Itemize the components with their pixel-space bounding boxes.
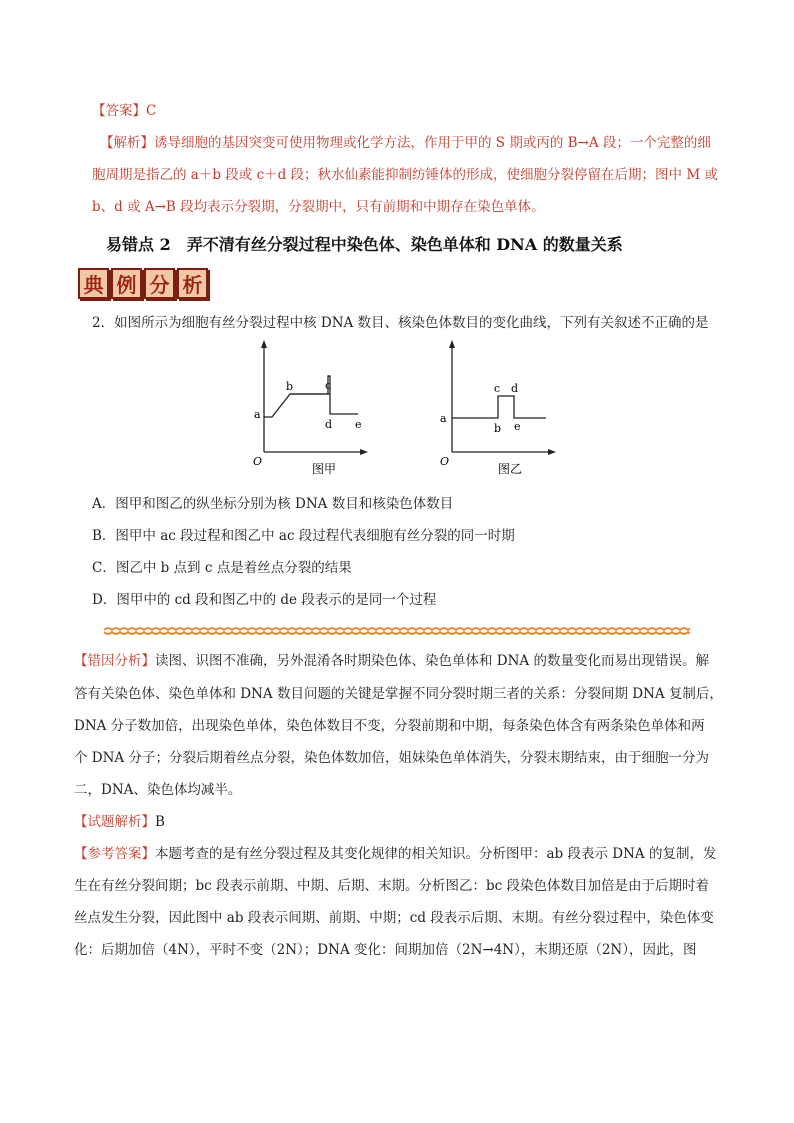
- reference-line-4: 化：后期加倍（4N），平时不变（2N）；DNA 变化：间期加倍（2N→4N），末期还原（2N），因此，图: [74, 942, 697, 958]
- figure-right-y-arrow: [449, 340, 455, 348]
- fig-right-origin: O: [440, 455, 450, 468]
- answer-value: C: [146, 103, 157, 119]
- analysis-line-2: 胞周期是指乙的 a＋b 段或 c＋d 段；秋水仙素能抑制纺锤体的形成，使细胞分裂停留在后期；图中 M 或: [92, 167, 718, 183]
- reference-line-2: 生在有丝分裂间期；bc 段表示前期、中期、后期、末期。分析图乙：bc 段染色体数目加倍是由于后期时着: [74, 878, 709, 894]
- question-stem: 2．如图所示为细胞有丝分裂过程中核 DNA 数目、核染色体数目的变化曲线，下列有关叙述不正确的是: [92, 315, 709, 331]
- error-analysis-line-2: 答有关染色体、染色单体和 DNA 数目问题的关键是掌握不同分裂时期三者的关系：分裂间期 DNA 复制后，: [74, 686, 723, 702]
- figure-left-svg: [246, 338, 376, 480]
- reference-tag: 【参考答案】: [74, 846, 155, 862]
- example-badges: [78, 268, 208, 299]
- fig-left-point-a: a: [254, 408, 261, 421]
- error-analysis-tag: 【错因分析】: [74, 653, 155, 669]
- badge-3: 分: [144, 268, 175, 299]
- figure-right-svg: [432, 338, 562, 480]
- option-b: B．图甲中 ac 段过程和图乙中 ac 段过程代表细胞有丝分裂的同一时期: [92, 528, 515, 544]
- figure-left-x-arrow: [360, 449, 368, 455]
- badge-2: 例: [111, 268, 142, 299]
- reference-text-1: 本题考查的是有丝分裂过程及其变化规律的相关知识。分析图甲：ab 段表示 DNA 的复制，发: [155, 846, 717, 862]
- fig-right-point-a: a: [440, 412, 447, 425]
- figure-right-x-arrow: [548, 449, 556, 455]
- figure-right: [432, 338, 562, 484]
- fig-left-point-e: e: [355, 418, 362, 431]
- option-c: C．图乙中 b 点到 c 点是着丝点分裂的结果: [92, 560, 352, 576]
- fig-right-point-b: b: [494, 422, 502, 435]
- fig-right-point-d: d: [511, 382, 519, 395]
- fig-left-point-b: b: [286, 380, 294, 393]
- fig-left-origin: O: [253, 455, 263, 468]
- option-d: D．图甲中的 cd 段和图乙中的 de 段表示的是同一个过程: [92, 592, 437, 608]
- error-analysis-line-1: [74, 651, 709, 671]
- trial-analysis-tag: 【试题解析】: [74, 814, 155, 830]
- option-a: A．图甲和图乙的纵坐标分别为核 DNA 数目和核染色体数目: [92, 496, 454, 512]
- analysis-text-1: 诱导细胞的基因突变可使用物理或化学方法，作用于甲的 S 期或丙的 B→A 段；一个完整的细: [154, 135, 711, 151]
- error-analysis-text-1: 读图、识图不准确，另外混淆各时期染色体、染色单体和 DNA 的数量变化而易出现错误。解: [155, 653, 709, 669]
- error-analysis-line-5: 二，DNA、染色体均减半。: [74, 782, 242, 798]
- fig-left-point-c: c: [325, 379, 332, 392]
- reference-line-3: 丝点发生分裂，因此图中 ab 段表示间期、前期、中期；cd 段表示后期、末期。有丝分裂过程中，染色体变: [74, 910, 714, 926]
- section-title: 易错点 2 弄不清有丝分裂过程中染色体、染色单体和 DNA 的数量关系: [106, 235, 623, 254]
- error-analysis-line-4: 个 DNA 分子；分裂后期着丝点分裂，染色体数加倍，姐妹染色单体消失，分裂末期结束，由于细胞一分为: [74, 750, 709, 766]
- trial-analysis-line: [74, 812, 165, 832]
- wavy-divider: [104, 622, 690, 641]
- figure-right-curve: [452, 396, 546, 418]
- fig-left-point-d: d: [325, 418, 333, 431]
- analysis-line-1: [100, 133, 711, 153]
- figure-left: [246, 338, 376, 484]
- answer-line: [92, 101, 156, 121]
- fig-left-caption: 图甲: [312, 462, 337, 476]
- figure-left-curve-up: [264, 376, 330, 417]
- fig-right-caption: 图乙: [498, 462, 523, 476]
- figure-left-curve-down: [328, 376, 358, 414]
- error-analysis-line-3: DNA 分子数加倍，出现染色单体，染色体数目不变，分裂前期和中期，每条染色体含有两条染色单体和两: [74, 718, 705, 734]
- fig-right-point-e: e: [514, 420, 521, 433]
- badge-4: 析: [177, 268, 208, 299]
- trial-analysis-value: B: [155, 814, 165, 830]
- answer-tag: 【答案】: [92, 103, 146, 119]
- analysis-tag: 【解析】: [100, 135, 154, 151]
- analysis-line-3: b、d 或 A→B 段均表示分裂期，分裂期中，只有前期和中期存在染色单体。: [92, 199, 545, 215]
- fig-right-point-c: c: [494, 382, 501, 395]
- reference-line-1: [74, 844, 716, 864]
- badge-1: 典: [78, 268, 109, 299]
- figure-left-y-arrow: [261, 340, 267, 348]
